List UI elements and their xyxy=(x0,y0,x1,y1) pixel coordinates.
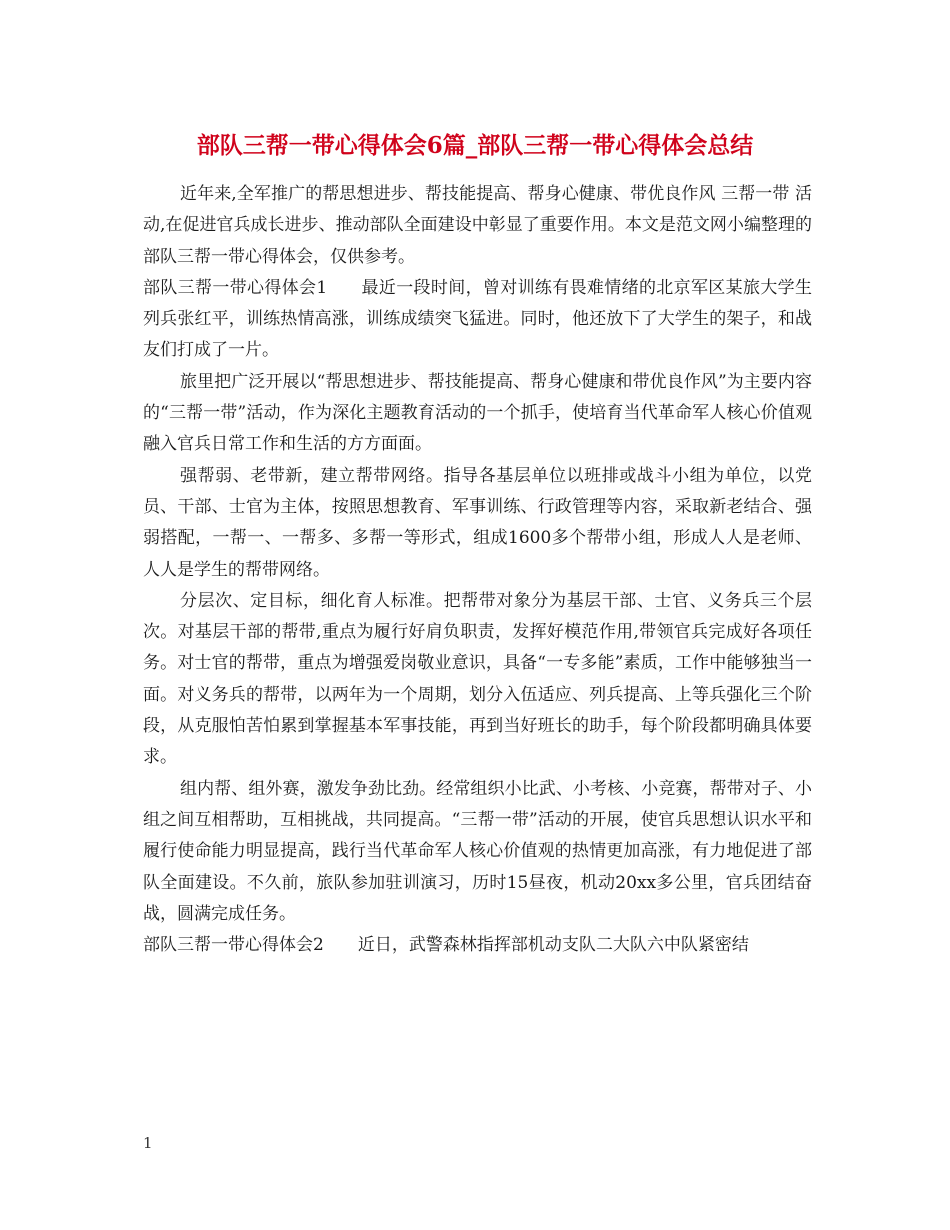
document-body xyxy=(143,179,812,961)
section-2-heading: 部队三帮一带心得体会2 xyxy=(143,935,324,956)
body-paragraph-3: 分层次、定目标，细化育人标准。把帮带对象分为基层干部、士官、义务兵三个层次。对基层干部的帮带,重点为履行好肩负职责，发挥好模范作用,带领官兵完成好各项任务。对士官的帮带，重点为增强爱岗敬业意识，具备“一专多能”素质，工作中能够独当一面。对义务兵的帮带，以两年为一个周期，划分入伍适应、列兵提高、上等兵强化三个阶段，从克服怕苦怕累到掌握基本军事技能，再到当好班长的助手，每个阶段都明确具体要求。 xyxy=(143,590,812,768)
body-paragraph-4: 组内帮、组外赛，激发争劲比劲。经常组织小比武、小考核、小竞赛，帮带对子、小组之间互相帮助，互相挑战，共同提高。“三帮一带”活动的开展，使官兵思想认识水平和履行使命能力明显提高，践行当代革命军人核心价值观的热情更加高涨，有力地促进了部队全面建设。不久前，旅队参加驻训演习，历时15昼夜，机动20xx多公里，官兵团结奋战，圆满完成任务。 xyxy=(143,778,812,924)
document-title: 部队三帮一带心得体会6篇_部队三帮一带心得体会总结 xyxy=(196,132,754,159)
section-2-paragraph xyxy=(143,930,812,961)
body-paragraph-2: 强帮弱、老带新，建立帮带网络。指导各基层单位以班排或战斗小组为单位，以党员、干部、士官为主体，按照思想教育、军事训练、行政管理等内容，采取新老结合、强弱搭配，一帮一、一帮多、多帮一等形式，组成1600多个帮带小组，形成人人是老师、人人是学生的帮带网络。 xyxy=(143,465,812,580)
intro-paragraph: 近年来,全军推广的帮思想进步、帮技能提高、帮身心健康、带优良作风 三帮一带 活动,在促进官兵成长进步、推动部队全面建设中彰显了重要作用。本文是范文网小编整理的部队三帮一带心得体会，仅供参考。 xyxy=(143,184,812,267)
section-1-paragraph xyxy=(143,273,812,367)
body-paragraph-1: 旅里把广泛开展以“帮思想进步、帮技能提高、帮身心健康和带优良作风”为主要内容的“三帮一带”活动，作为深化主题教育活动的一个抓手，使培育当代革命军人核心价值观融入官兵日常工作和生活的方方面面。 xyxy=(143,371,812,455)
page-number: 1 xyxy=(143,1134,153,1152)
section-2-first-text: 近日，武警森林指挥部机动支队二大队六中队紧密结 xyxy=(357,935,749,956)
section-1-first-text: 最近一段时间，曾对训练有畏难情绪的北京军区某旅大学生列兵张红平，训练热情高涨，训练成绩突飞猛进。同时，他还放下了大学生的架子，和战友们打成了一片。 xyxy=(143,277,812,361)
section-1-heading: 部队三帮一带心得体会1 xyxy=(143,277,328,298)
